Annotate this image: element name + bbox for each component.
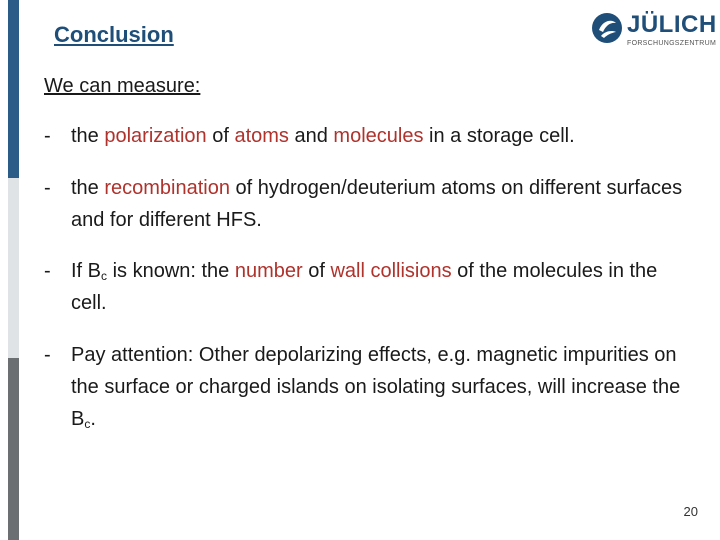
left-accent-bar-middle xyxy=(8,178,19,358)
bullet-1 xyxy=(44,120,694,152)
bullet-text: If $B_c$ is known: the number of wall collisions of the molecules in the cell. xyxy=(71,260,658,314)
bullet-text: the polarization of atoms and molecules in a storage cell. xyxy=(71,125,575,147)
highlight-term: recombination xyxy=(104,177,230,199)
juelich-logo-icon xyxy=(590,11,624,45)
bullet-dash: - xyxy=(44,344,51,366)
highlight-term: wall collisions xyxy=(330,260,452,282)
page-number: 20 xyxy=(683,504,698,519)
bullet-text: the recombination of hydrogen/deuterium atoms on different surfaces and for different HFS. xyxy=(71,177,683,231)
bullet-2 xyxy=(44,172,694,236)
highlight-term: molecules xyxy=(333,125,424,147)
left-accent-bar-bottom xyxy=(8,358,19,540)
subscript: c xyxy=(101,269,108,283)
juelich-logo xyxy=(590,9,717,51)
bullet-dash: - xyxy=(44,125,51,147)
bullet-4 xyxy=(44,339,694,435)
highlight-term: polarization xyxy=(104,125,207,147)
highlight-term: number xyxy=(234,260,303,282)
logo-subtitle: FORSCHUNGSZENTRUM xyxy=(627,40,717,47)
bullet-dash: - xyxy=(44,177,51,199)
logo-name: JÜLICH xyxy=(627,11,717,38)
bullet-3 xyxy=(44,255,694,319)
bullet-dash: - xyxy=(44,260,51,282)
left-accent-bar-top xyxy=(8,0,19,178)
subscript: c xyxy=(84,417,91,431)
intro-text: We can measure: xyxy=(44,75,201,97)
highlight-term: atoms xyxy=(234,125,289,147)
bullet-text: Pay attention: Other depolarizing effects, e.g. magnetic impurities on the surface or charged islands on isolating surfaces, will increase the $B_c$. xyxy=(71,344,681,431)
slide-title: Conclusion xyxy=(54,22,174,47)
